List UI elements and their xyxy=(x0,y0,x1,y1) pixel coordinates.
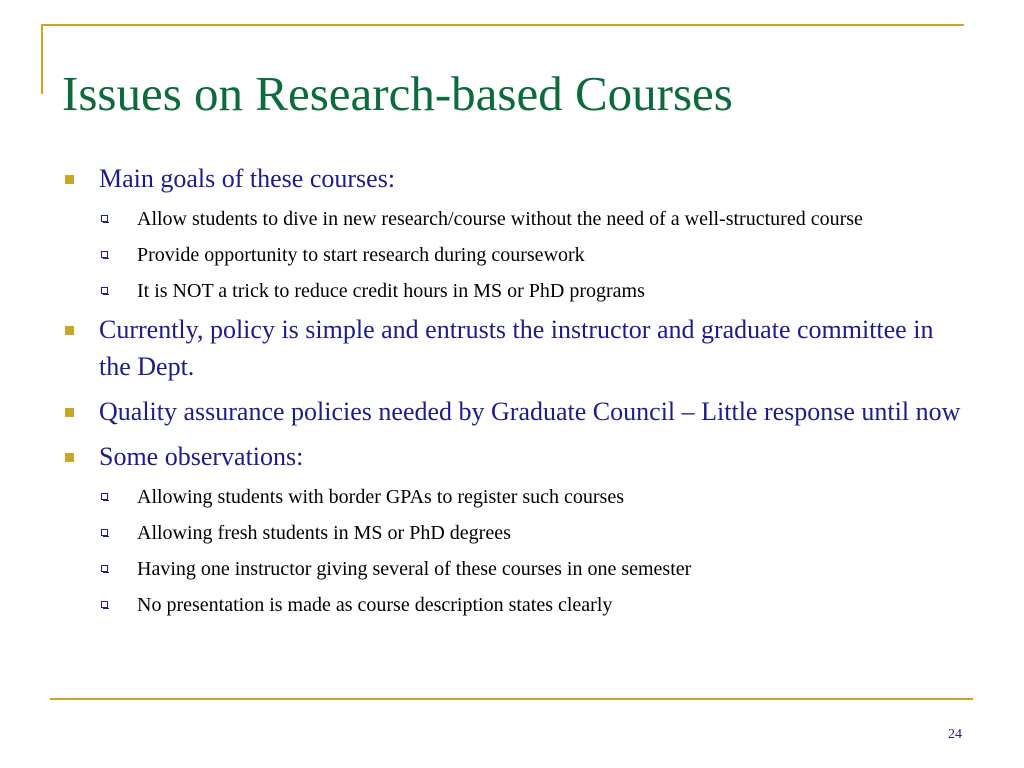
box-bullet-icon xyxy=(101,529,108,536)
bullet-item xyxy=(62,393,962,430)
box-bullet-icon xyxy=(101,251,108,258)
slide-title: Issues on Research-based Courses xyxy=(62,66,733,121)
square-bullet-icon xyxy=(65,326,74,335)
sub-bullet-text: Allowing students with border GPAs to register such courses xyxy=(137,486,624,508)
sub-bullet-text: Provide opportunity to start research during coursework xyxy=(137,244,585,266)
square-bullet-icon xyxy=(65,408,74,417)
bullet-text: Main goals of these courses: xyxy=(99,164,396,193)
sub-bullet-item xyxy=(62,203,962,235)
bullet-text: Some observations: xyxy=(99,442,304,471)
frame-top-rule xyxy=(41,24,964,26)
sub-bullet-text: Allowing fresh students in MS or PhD degrees xyxy=(137,522,511,544)
box-bullet-icon xyxy=(101,565,108,572)
sub-bullet-item xyxy=(62,517,962,549)
bullet-list xyxy=(62,160,962,625)
box-bullet-icon xyxy=(101,601,108,608)
page-number: 24 xyxy=(948,727,962,742)
square-bullet-icon xyxy=(65,453,74,462)
sub-bullet-item xyxy=(62,589,962,621)
sub-bullet-item xyxy=(62,553,962,585)
square-bullet-icon xyxy=(65,175,74,184)
sub-bullet-text: It is NOT a trick to reduce credit hours in MS or PhD programs xyxy=(137,280,645,302)
frame-left-rule xyxy=(41,24,43,94)
sub-bullet-item xyxy=(62,275,962,307)
sub-bullet-item xyxy=(62,481,962,513)
bullet-item xyxy=(62,438,962,475)
box-bullet-icon xyxy=(101,287,108,294)
sub-bullet-text: Having one instructor giving several of these courses in one semester xyxy=(137,558,692,580)
bullet-text: Quality assurance policies needed by Graduate Council – Little response until now xyxy=(99,397,961,426)
sub-bullet-item xyxy=(62,239,962,271)
frame-bottom-rule xyxy=(50,698,973,700)
sub-bullet-text: Allow students to dive in new research/course without the need of a well-structured course xyxy=(137,208,863,230)
sub-bullet-text: No presentation is made as course description states clearly xyxy=(137,594,613,616)
box-bullet-icon xyxy=(101,215,108,222)
bullet-item xyxy=(62,311,962,385)
bullet-item xyxy=(62,160,962,197)
bullet-text: Currently, policy is simple and entrusts the instructor and graduate committee in the Dept. xyxy=(99,315,934,381)
box-bullet-icon xyxy=(101,493,108,500)
